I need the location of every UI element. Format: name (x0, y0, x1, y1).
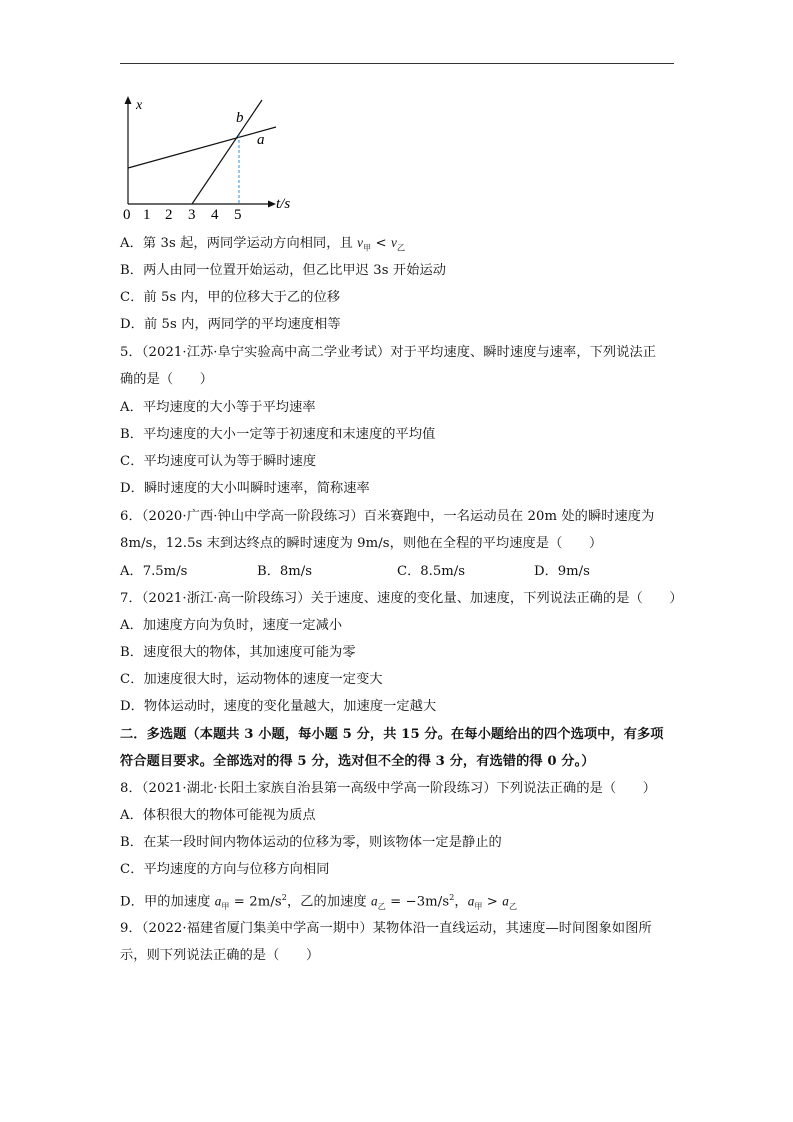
header-rule (120, 63, 674, 64)
x-axis-label: t/s (276, 196, 291, 212)
q6-option-b: B．8m/s (257, 564, 312, 579)
q8-option-a: A．体积很大的物体可能视为质点 (120, 808, 316, 823)
tick-5: 5 (234, 207, 242, 222)
q6-option-d: D．9m/s (534, 564, 590, 579)
q8-option-d: D．甲的加速度 $a_甲 = 2m/s^2$，乙的加速度 $a_乙 = -3m/s^2$，$a_甲 > a_乙$ (120, 893, 518, 912)
line-a (128, 127, 276, 168)
position-time-graph (110, 92, 310, 222)
line-a-label: a (257, 132, 265, 148)
q4-option-a: A．第 3s 起，两同学运动方向相同，且 $v_甲 < v_乙$ (120, 235, 406, 253)
q6-stem-line1: 6．（2020·广西·钟山中学高一阶段练习）百米赛跑中，一名运动员在 20m 处的瞬时速度为 (120, 509, 655, 524)
tick-0: 0 (123, 207, 131, 222)
q9-stem-line2: 示，则下列说法正确的是（ ） (120, 948, 320, 963)
q4-option-d: D．前 5s 内，两同学的平均速度相等 (120, 317, 341, 332)
q7-stem: 7．（2021·浙江·高一阶段练习）关于速度、速度的变化量、加速度，下列说法正确的是（ ） (120, 591, 683, 606)
q5-option-d: D．瞬时速度的大小叫瞬时速率，简称速率 (120, 481, 370, 496)
q6-options (120, 562, 680, 582)
line-b (192, 100, 262, 204)
q7-option-b: B．速度很大的物体，其加速度可能为零 (120, 645, 356, 660)
tick-2: 2 (165, 207, 173, 222)
q4-option-b: B．两人由同一位置开始运动，但乙比甲迟 3s 开始运动 (120, 263, 447, 278)
q7-option-d: D．物体运动时，速度的变化量越大，加速度一定越大 (120, 699, 437, 714)
y-axis-arrow (125, 96, 132, 104)
q7-option-a: A．加速度方向为负时，速度一定减小 (120, 618, 343, 633)
section2-heading-line2: 符合题目要求。全部选对的得 5 分，选对但不全的得 3 分，有选错的得 0 分。） (120, 754, 595, 769)
q8-stem: 8．（2021·湖北·长阳土家族自治县第一高级中学高一阶段练习）下列说法正确的是（ ） (120, 781, 657, 796)
q6-option-c: C．8.5m/s (397, 564, 465, 579)
q9-stem-line1: 9．（2022·福建省厦门集美中学高一期中）某物体沿一直线运动，其速度—时间图象如图所 (120, 921, 652, 936)
q8-option-b: B．在某一段时间内物体运动的位移为零，则该物体一定是静止的 (120, 835, 502, 850)
tick-3: 3 (188, 207, 196, 222)
q5-option-c: C．平均速度可认为等于瞬时速度 (120, 454, 317, 469)
tick-4: 4 (211, 207, 219, 222)
line-b-label: b (236, 110, 244, 126)
y-axis-label: x (136, 98, 143, 113)
q5-stem-line1: 5．（2021·江苏·阜宁实验高中高二学业考试）对于平均速度、瞬时速度与速率，下列说法正 (120, 345, 657, 360)
section2-heading-line1: 二．多选题（本题共 3 小题，每小题 5 分，共 15 分。在每小题给出的四个选项中，有多项 (120, 727, 664, 742)
q5-option-a: A．平均速度的大小等于平均速率 (120, 400, 316, 415)
q7-option-c: C．加速度很大时，运动物体的速度一定变大 (120, 672, 383, 687)
q5-option-b: B．平均速度的大小一定等于初速度和末速度的平均值 (120, 427, 436, 442)
x-axis-arrow (268, 201, 276, 208)
tick-1: 1 (143, 207, 151, 222)
q5-stem-line2: 确的是（ ） (120, 372, 214, 387)
q4-option-c: C．前 5s 内，甲的位移大于乙的位移 (120, 290, 341, 305)
q6-stem-line2: 8m/s，12.5s 末到达终点的瞬时速度为 9m/s，则他在全程的平均速度是（ ） (120, 536, 603, 551)
q6-option-a: A．7.5m/s (120, 564, 188, 579)
q8-option-c: C．平均速度的方向与位移方向相同 (120, 862, 330, 877)
